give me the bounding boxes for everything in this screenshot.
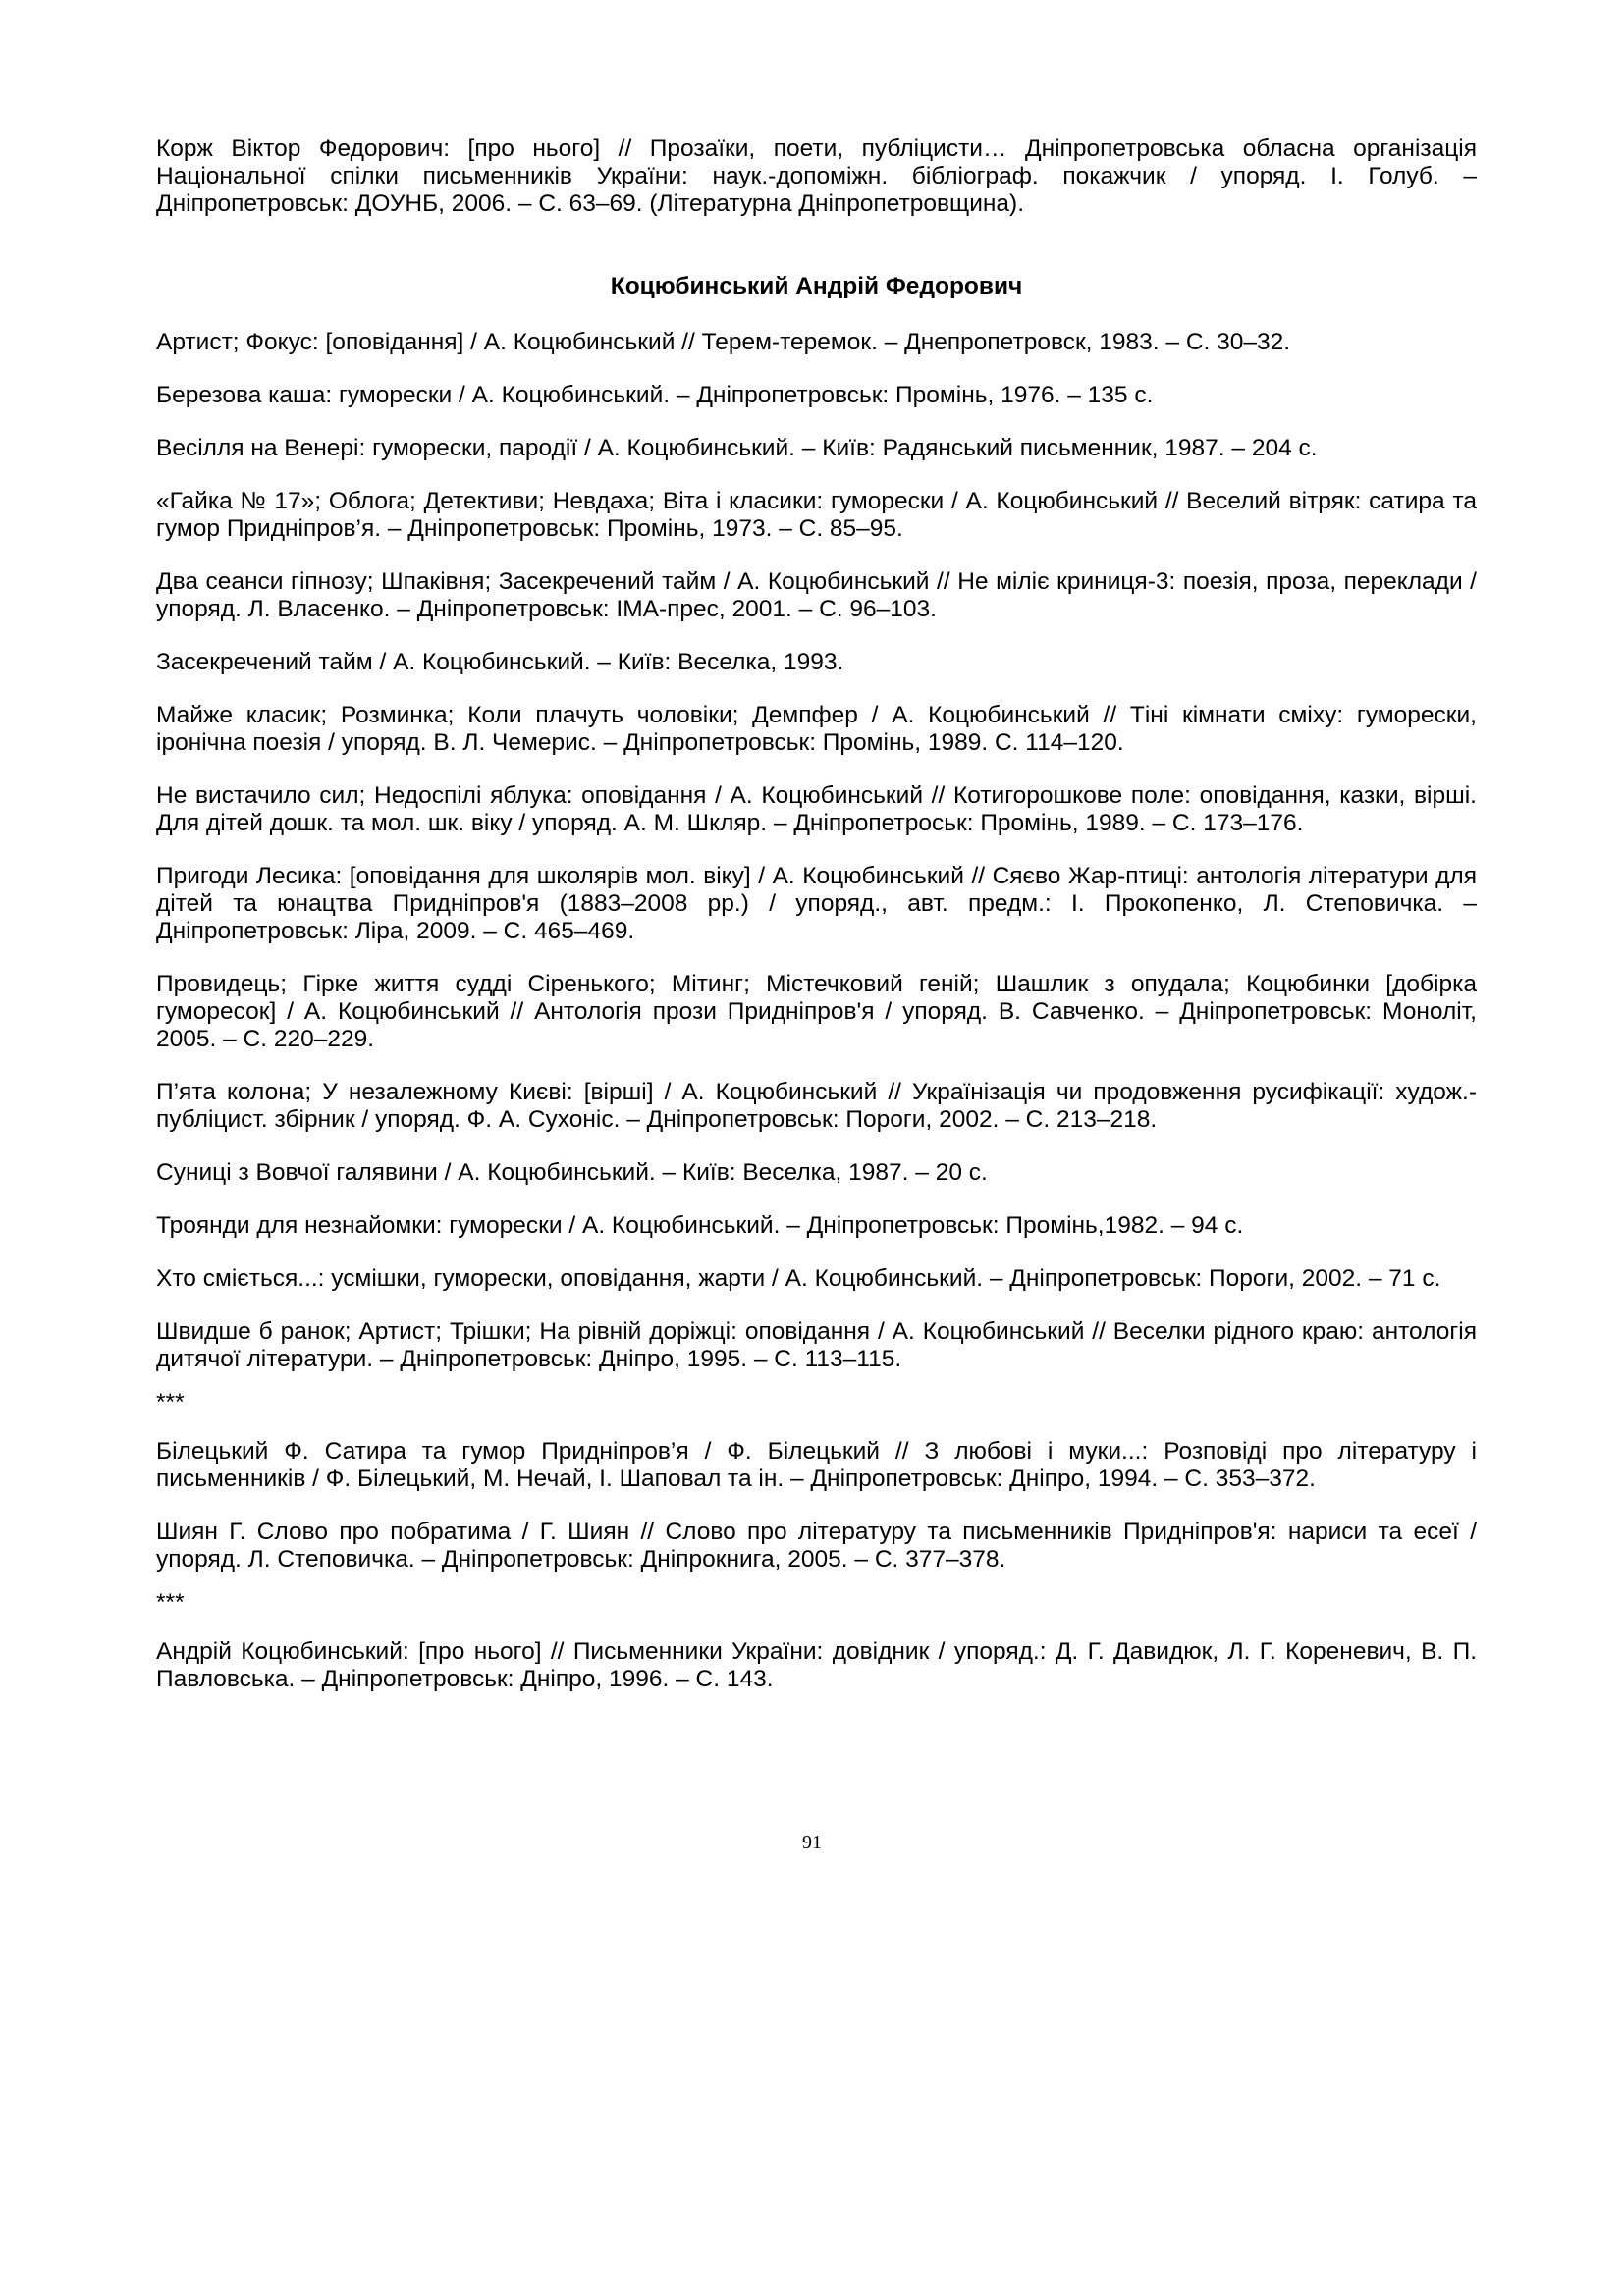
bibliography-entry: Пригоди Лесика: [оповідання для школярів мол. віку] / А. Коцюбинський // Сяєво Жар-птиці: антологія літератури для дітей та юнацтва Придніпров'я (1883–2008 рр.) / упоряд., авт. предм.: І. Прокопенко, Л. Степовичка. – Дніпропетровськ: Ліра, 2009. – С. 465–469. <box>156 863 1477 944</box>
bibliography-entry: Швидше б ранок; Артист; Трішки; На рівній доріжці: оповідання / А. Коцюбинський // Веселки рідного краю: антологія дитячої літератури. – Дніпропетровськ: Дніпро, 1995. – С. 113–115. <box>156 1318 1477 1372</box>
section-separator: *** <box>156 1389 185 1415</box>
bibliography-entry: Два сеанси гіпнозу; Шпаківня; Засекречений тайм / А. Коцюбинський // Не міліє криниця-3: поезія, проза, переклади / упоряд. Л. Власенко. – Дніпропетровськ: ІМА-прес, 2001. – С. 96–103. <box>156 568 1477 622</box>
bibliography-entry: Троянди для незнайомки: гуморески / А. Коцюбинський. – Дніпропетровськ: Промінь,1982. – 94 с. <box>156 1212 1244 1239</box>
bibliography-entry: Андрій Коцюбинський: [про нього] // Письменники України: довідник / упоряд.: Д. Г. Давидюк, Л. Г. Кореневич, В. П. Павловська. – Дніпропетровськ: Дніпро, 1996. – С. 143. <box>156 1638 1477 1692</box>
bibliography-entry: Шиян Г. Слово про побратима / Г. Шиян // Слово про літературу та письменників Придніпров'я: нариси та есеї / упоряд. Л. Степовичка. – Дніпропетровськ: Дніпрокнига, 2005. – С. 377–378. <box>156 1519 1477 1573</box>
bibliography-entry: Не вистачило сил; Недоспілі яблука: оповідання / А. Коцюбинський // Котигорошкове поле: оповідання, казки, вірші. Для дітей дошк. та мол. шк. віку / упоряд. А. М. Шкляр. – Дніпропетроськ: Промінь, 1989. – С. 173–176. <box>156 782 1477 836</box>
bibliography-entry: П’ята колона; У незалежному Києві: [вірші] / А. Коцюбинський // Українізація чи продовження русифікації: худож.-публіцист. збірник / упоряд. Ф. А. Сухоніс. – Дніпропетровськ: Пороги, 2002. – С. 213–218. <box>156 1079 1477 1133</box>
bibliography-entry: Засекречений тайм / А. Коцюбинський. – Київ: Веселка, 1993. <box>156 649 844 675</box>
bibliography-entry: Майже класик; Розминка; Коли плачуть чоловіки; Демпфер / А. Коцюбинський // Тіні кімнати сміху: гуморески, іронічна поезія / упоряд. В. Л. Чемерис. – Дніпропетровськ: Промінь, 1989. С. 114–120. <box>156 702 1477 756</box>
bibliography-entry: Артист; Фокус: [оповідання] / А. Коцюбинський // Терем-теремок. – Днепропетровск, 1983. – С. 30–32. <box>156 329 1291 355</box>
bibliography-entry: Весілля на Венері: гуморески, пародії / А. Коцюбинський. – Київ: Радянський письменник, 1987. – 204 с. <box>156 435 1318 461</box>
bibliography-entry: «Гайка № 17»; Облога; Детективи; Невдаха; Віта і класики: гуморески / А. Коцюбинський // Веселий вітряк: сатира та гумор Придніпров’я. – Дніпропетровськ: Промінь, 1973. – С. 85–95. <box>156 488 1477 542</box>
literature-about-list <box>156 1438 1477 1574</box>
page-number: 91 <box>802 1832 822 1853</box>
bibliography-entry-korzh: Корж Віктор Федорович: [про нього] // Прозаїки, поети, публіцисти… Дніпропетровська обласна організація Національної спілки письменників України: наук.-допоміжн. бібліограф. покажчик / упоряд. І. Голуб. – Дніпропетровськ: ДОУНБ, 2006. – С. 63–69. (Літературна Дніпропетровщина). <box>156 135 1477 217</box>
reference-list <box>156 1638 1477 1693</box>
section-separator: *** <box>156 1589 185 1616</box>
bibliography-entry: Суниці з Вовчої галявини / А. Коцюбинський. – Київ: Веселка, 1987. – 20 с. <box>156 1159 988 1186</box>
bibliography-entry: Провидець; Гірке життя судді Сіренького; Мітинг; Містечковий геній; Шашлик з опудала; Коцюбинки [добірка гуморесок] / А. Коцюбинський // Антологія прози Придніпров'я / упоряд. В. Савченко. – Дніпропетровськ: Моноліт, 2005. – С. 220–229. <box>156 971 1477 1052</box>
page-content <box>156 135 1477 1719</box>
works-list <box>156 329 1477 1373</box>
bibliography-entry: Березова каша: гуморески / А. Коцюбинський. – Дніпропетровськ: Промінь, 1976. – 135 с. <box>156 382 1154 408</box>
bibliography-entry: Білецький Ф. Сатира та гумор Придніпров’я / Ф. Білецький // З любові і муки...: Розповіді про літературу і письменників / Ф. Білецький, М. Нечай, І. Шаповал та ін. – Дніпропетровськ: Дніпро, 1994. – С. 353–372. <box>156 1438 1477 1492</box>
bibliography-entry: Хто сміється...: усмішки, гуморески, оповідання, жарти / А. Коцюбинський. – Дніпропетровськ: Пороги, 2002. – 71 с. <box>156 1265 1441 1292</box>
section-heading: Коцюбинський Андрій Федорович <box>610 273 1023 299</box>
